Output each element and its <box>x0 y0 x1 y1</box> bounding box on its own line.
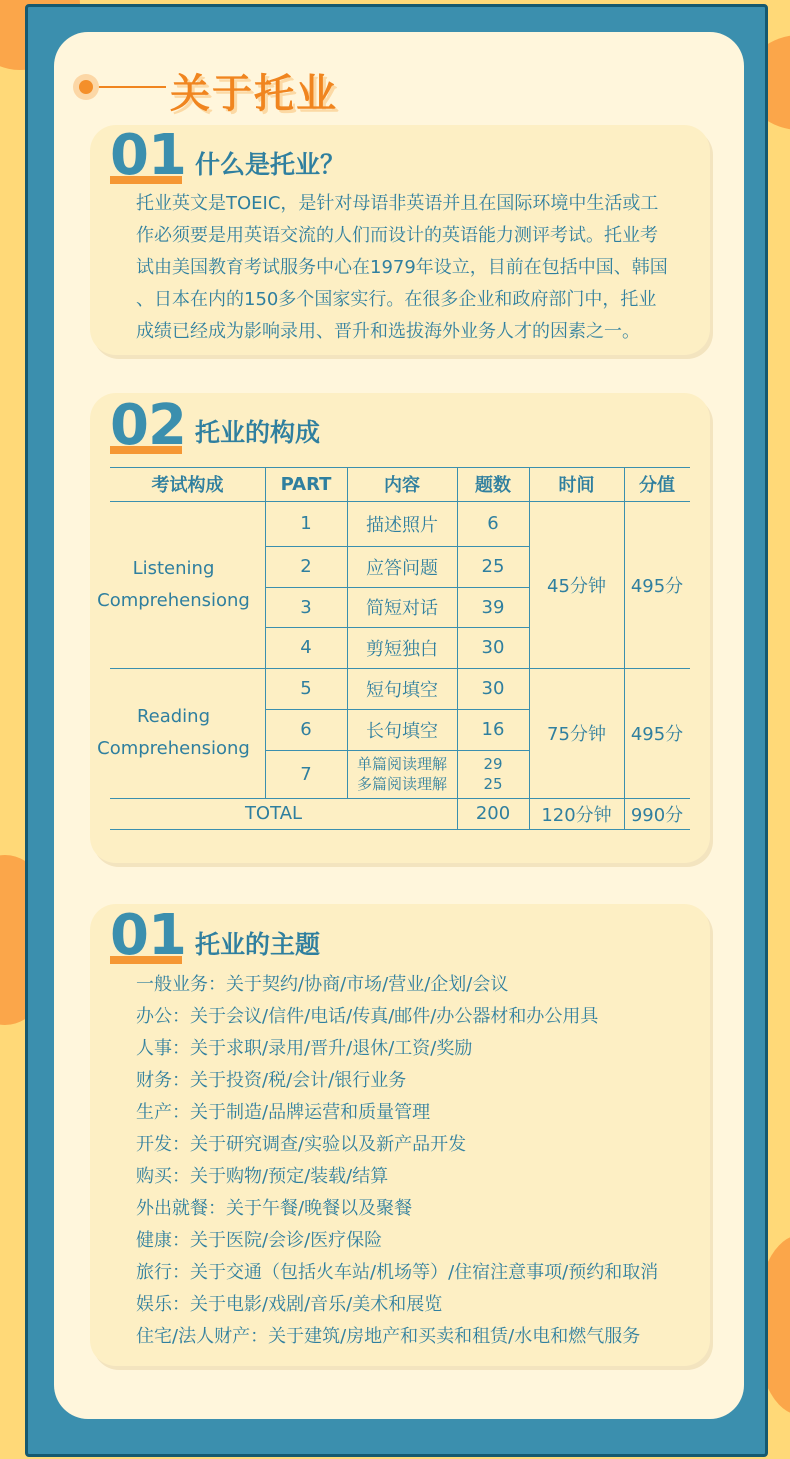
topic-item: 办公：关于会议/信件/电话/传真/邮件/办公器材和办公用具 <box>136 1006 599 1027</box>
total-time: 120分钟 <box>541 804 612 826</box>
part-number: 6 <box>300 719 312 740</box>
section-title: 什么是托业？ <box>195 150 346 179</box>
paragraph-line: 成绩已经成为影响录用、晋升和选拔海外业务人才的因素之一。 <box>136 321 640 342</box>
topic-item: 娱乐：关于电影/戏剧/音乐/美术和展览 <box>136 1294 443 1315</box>
table-header: 内容 <box>384 475 420 496</box>
section-number: 02 <box>110 393 186 458</box>
topic-item: 健康：关于医院/会诊/医疗保险 <box>136 1230 383 1251</box>
part-content <box>347 750 457 798</box>
paragraph-line: 、日本在内的150多个国家实行。在很多企业和政府部门中，托业 <box>136 289 657 310</box>
table-header: 时间 <box>558 475 595 496</box>
part-content: 简短对话 <box>366 598 438 619</box>
part-number: 2 <box>300 556 312 577</box>
page-title: 关于托业 <box>170 71 338 117</box>
topic-item: 外出就餐：关于午餐/晚餐以及聚餐 <box>136 1198 413 1219</box>
part-number: 1 <box>300 513 312 534</box>
paragraph-line: 作必须要是用英语交流的人们而设计的英语能力测评考试。托业考 <box>136 225 658 246</box>
total-score: 990分 <box>630 804 684 826</box>
question-count: 16 <box>481 719 505 740</box>
part-content-line: 多篇阅读理解 <box>356 775 447 793</box>
part-content: 短句填空 <box>366 679 438 701</box>
topic-item: 开发：关于研究调查/实验以及新产品开发 <box>136 1134 467 1155</box>
reading-time: 75分钟 <box>547 724 606 745</box>
part-content: 应答问题 <box>366 557 438 579</box>
table-header: 题数 <box>475 475 511 496</box>
reading-label: Reading Comprehensiong <box>97 706 250 759</box>
question-count <box>457 750 529 798</box>
question-count: 25 <box>481 556 505 577</box>
topic-item: 购买：关于购物/预定/装载/结算 <box>136 1166 389 1187</box>
reading-score: 495分 <box>630 724 684 745</box>
topic-item: 旅行：关于交通（包括火车站/机场等）/住宿注意事项/预约和取消 <box>136 1262 659 1283</box>
table-header: 分值 <box>639 475 675 496</box>
listening-label: Listening Comprehensiong <box>97 557 250 611</box>
part-content: 描述照片 <box>366 514 438 536</box>
table-header: PART <box>280 473 332 495</box>
question-count: 30 <box>481 678 505 699</box>
part-content: 长句填空 <box>366 720 438 742</box>
intro-paragraph <box>136 188 668 348</box>
question-count-line: 25 <box>483 775 503 793</box>
total-count: 200 <box>475 803 511 824</box>
topic-item: 一般业务：关于契约/协商/市场/营业/企划/会议 <box>136 974 509 995</box>
question-count: 30 <box>481 637 505 658</box>
total-label: TOTAL <box>244 803 303 824</box>
topic-item: 住宅/法人财产：关于建筑/房地产和买卖和租赁/水电和燃气服务 <box>136 1326 641 1347</box>
part-number: 7 <box>300 763 312 785</box>
part-number: 3 <box>300 596 312 618</box>
question-count: 39 <box>481 596 505 618</box>
question-count-line: 29 <box>483 755 503 773</box>
section-number: 01 <box>110 903 186 968</box>
table-rule <box>110 829 690 830</box>
section-title: 托业的构成 <box>195 418 321 447</box>
listening-score: 495分 <box>630 575 684 597</box>
listening-time: 45分钟 <box>547 575 606 597</box>
header-dot <box>79 80 93 94</box>
topic-item: 人事：关于求职/录用/晋升/退休/工资/奖励 <box>136 1038 473 1059</box>
section-title: 托业的主题 <box>195 930 321 959</box>
paragraph-line: 试由美国教育考试服务中心在1979年设立，目前在包括中国、韩国 <box>136 257 668 278</box>
section-number: 01 <box>110 123 186 188</box>
table-header: 考试构成 <box>151 475 224 496</box>
part-number: 4 <box>300 637 312 658</box>
part-content: 剪短独白 <box>366 638 438 660</box>
paragraph-line: 托业英文是TOEIC，是针对母语非英语并且在国际环境中生活或工 <box>136 193 659 214</box>
part-content-line: 单篇阅读理解 <box>356 755 447 773</box>
topic-item: 财务：关于投资/税/会计/银行业务 <box>136 1070 407 1091</box>
part-number: 5 <box>300 678 312 699</box>
topic-item: 生产：关于制造/品牌运营和质量管理 <box>136 1102 431 1123</box>
question-count: 6 <box>487 513 499 534</box>
